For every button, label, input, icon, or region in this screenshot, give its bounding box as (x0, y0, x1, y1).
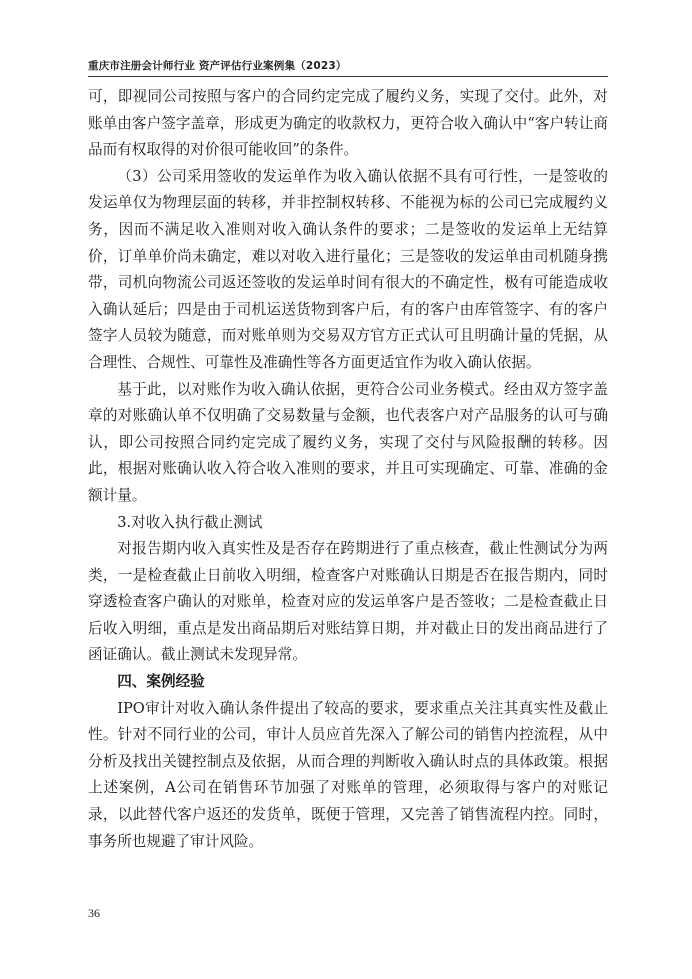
body-paragraph: 基于此，以对账作为收入确认依据，更符合公司业务模式。经由双方签字盖章的对账确认单不仅明确了交易数量与金额，也代表客户对产品服务的认可与确认，即公司按照合同约定完成了履约义务，实现了交付与风险报酬的转移。因此，根据对账确认收入符合收入准则的要求，并且可实现确定、可靠、准确的金额计量。 (88, 380, 608, 504)
body-paragraph: IPO审计对收入确认条件提出了较高的要求，要求重点关注其真实性及截止性。针对不同行业的公司，审计人员应首先深入了解公司的销售内控流程，从中分析及找出关键控制点及依据，从而合理的判断收入确认时点的具体政策。根据上述案例，A公司在销售环节加强了对账单的管理，必须取得与客户的对账记录，以此替代客户返还的发货单，既便于管理，又完善了销售流程内控。同时，事务所也规避了审计风险。 (88, 699, 608, 850)
page-number: 36 (88, 906, 100, 920)
header-divider (88, 76, 608, 77)
subsection-heading: 3.对收入执行截止测试 (117, 513, 263, 531)
body-paragraph: （3）公司采用签收的发运单作为收入确认依据不具有可行性，一是签收的发运单仅为物理层面的转移，并非控制权转移、不能视为标的公司已完成履约义务，因而不满足收入准则对收入确认条件的要求；二是签收的发运单上无结算价，订单单价尚未确定，难以对收入进行量化；三是签收的发运单由司机随身携带，司机向物流公司返还签收的发运单时间有很大的不确定性，极有可能造成收入确认延后；四是由于司机运送货物到客户后，有的客户由库管签字、有的客户签字人员较为随意，而对账单则为交易双方官方正式认可且明确计量的凭据，从合理性、合规性、可靠性及准确性等各方面更适宜作为收入确认依据。 (88, 167, 608, 371)
page-body (88, 84, 608, 855)
body-paragraph: 可，即视同公司按照与客户的合同约定完成了履约义务，实现了交付。此外，对账单由客户签字盖章，形成更为确定的收款权力，更符合收入确认中“客户转让商品而有权取得的对价很可能收回”的条件。 (88, 88, 608, 159)
running-header: 重庆市注册会计师行业 资产评估行业案例集（2023） (88, 60, 347, 72)
section-heading: 四、案例经验 (117, 673, 205, 691)
body-paragraph: 对报告期内收入真实性及是否存在跨期进行了重点核查，截止性测试分为两类，一是检查截止日前收入明细，检查客户对账确认日期是否在报告期内，同时穿透检查客户确认的对账单，检查对应的发运单客户是否签收；二是检查截止日后收入明细，重点是发出商品期后对账结算日期，并对截止日的发出商品进行了函证确认。截止测试未发现异常。 (88, 540, 608, 664)
